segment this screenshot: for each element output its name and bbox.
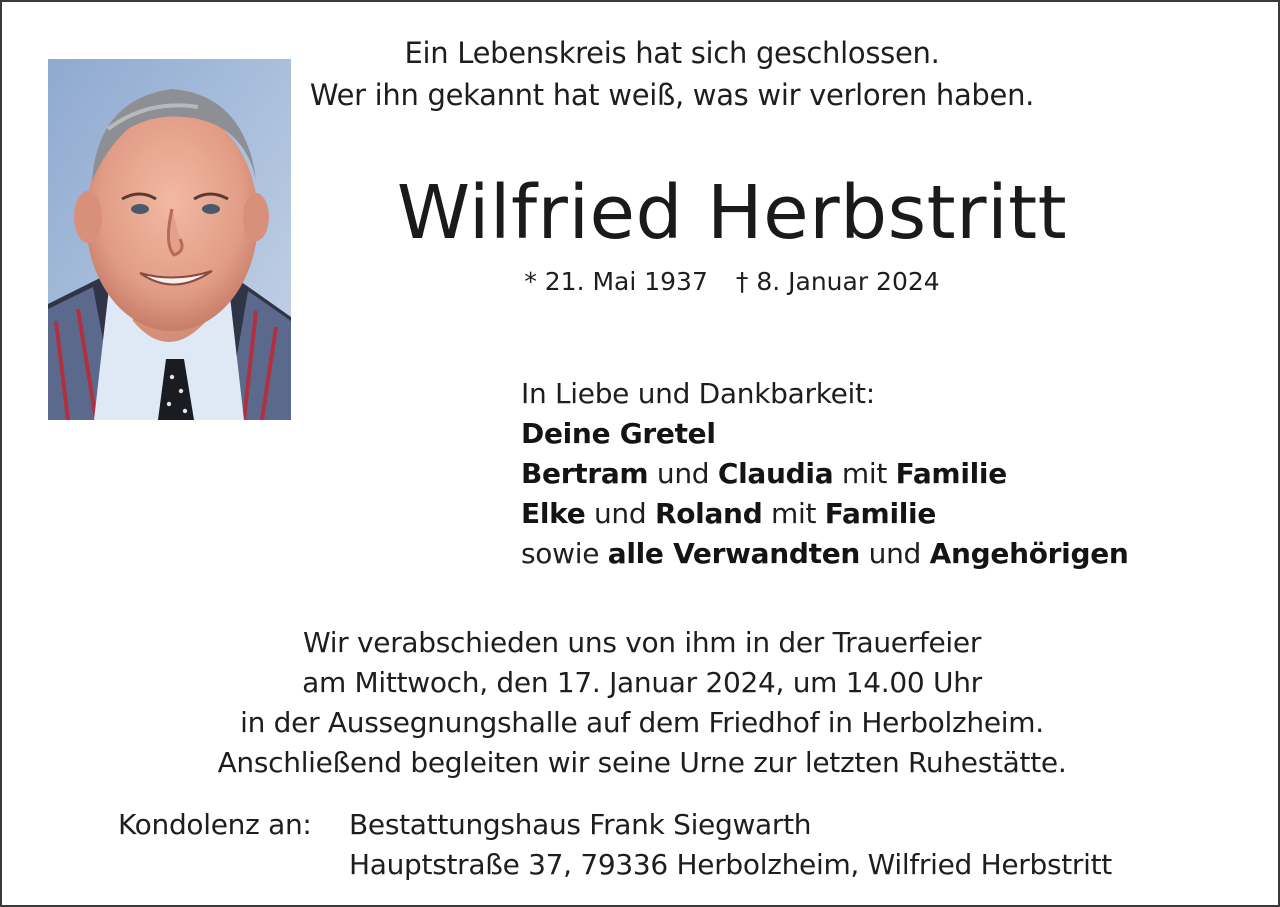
life-dates xyxy=(302,264,1162,300)
mourner-line xyxy=(521,414,1221,454)
birth-date: * 21. Mai 1937 xyxy=(524,267,708,296)
connector-text: und xyxy=(648,457,718,490)
motto xyxy=(292,32,1052,116)
mourner-name: Familie xyxy=(824,497,937,530)
mourner-name: Claudia xyxy=(717,457,834,490)
connector-text: sowie xyxy=(521,537,608,570)
motto-line-2: Wer ihn gekannt hat weiß, was wir verloren haben. xyxy=(309,78,1035,112)
mourner-name: Elke xyxy=(521,497,586,530)
ceremony-info xyxy=(62,623,1222,783)
mourner-line xyxy=(521,454,1221,494)
condolence-label: Kondolenz an: xyxy=(118,808,312,841)
death-date: † 8. Januar 2024 xyxy=(735,267,940,296)
mourner-name: Bertram xyxy=(521,457,649,490)
connector-text: und xyxy=(860,537,930,570)
mourner-name: alle Verwandten xyxy=(607,537,861,570)
mourner-name: Deine Gretel xyxy=(521,417,716,450)
funeral-home-name: Bestattungshaus Frank Siegwarth xyxy=(349,808,812,841)
connector-text: mit xyxy=(762,497,825,530)
mourner-name: Angehörigen xyxy=(929,537,1129,570)
ceremony-line: Anschließend begleiten wir seine Urne zur letzten Ruhestätte. xyxy=(217,746,1067,779)
mourner-line xyxy=(521,534,1221,574)
ceremony-line: in der Aussegnungshalle auf dem Friedhof in Herbolzheim. xyxy=(240,706,1044,739)
mourner-name: Roland xyxy=(654,497,763,530)
deceased-name: Wilfried Herbstritt xyxy=(396,170,1068,256)
mourner-line xyxy=(521,494,1221,534)
mourner-name: Familie xyxy=(895,457,1007,490)
funeral-home-address: Hauptstraße 37, 79336 Herbolzheim, Wilfried Herbstritt xyxy=(349,848,1112,881)
condolence-address xyxy=(349,805,1112,885)
ceremony-line: Wir verabschieden uns von ihm in der Trauerfeier xyxy=(302,626,982,659)
connector-text: mit xyxy=(833,457,896,490)
mourners-intro: In Liebe und Dankbarkeit: xyxy=(521,377,875,410)
portrait-photo xyxy=(48,59,291,420)
ceremony-line: am Mittwoch, den 17. Januar 2024, um 14.00 Uhr xyxy=(302,666,982,699)
motto-line-1: Ein Lebenskreis hat sich geschlossen. xyxy=(404,36,940,70)
mourners-list xyxy=(521,374,1221,574)
connector-text: und xyxy=(585,497,655,530)
